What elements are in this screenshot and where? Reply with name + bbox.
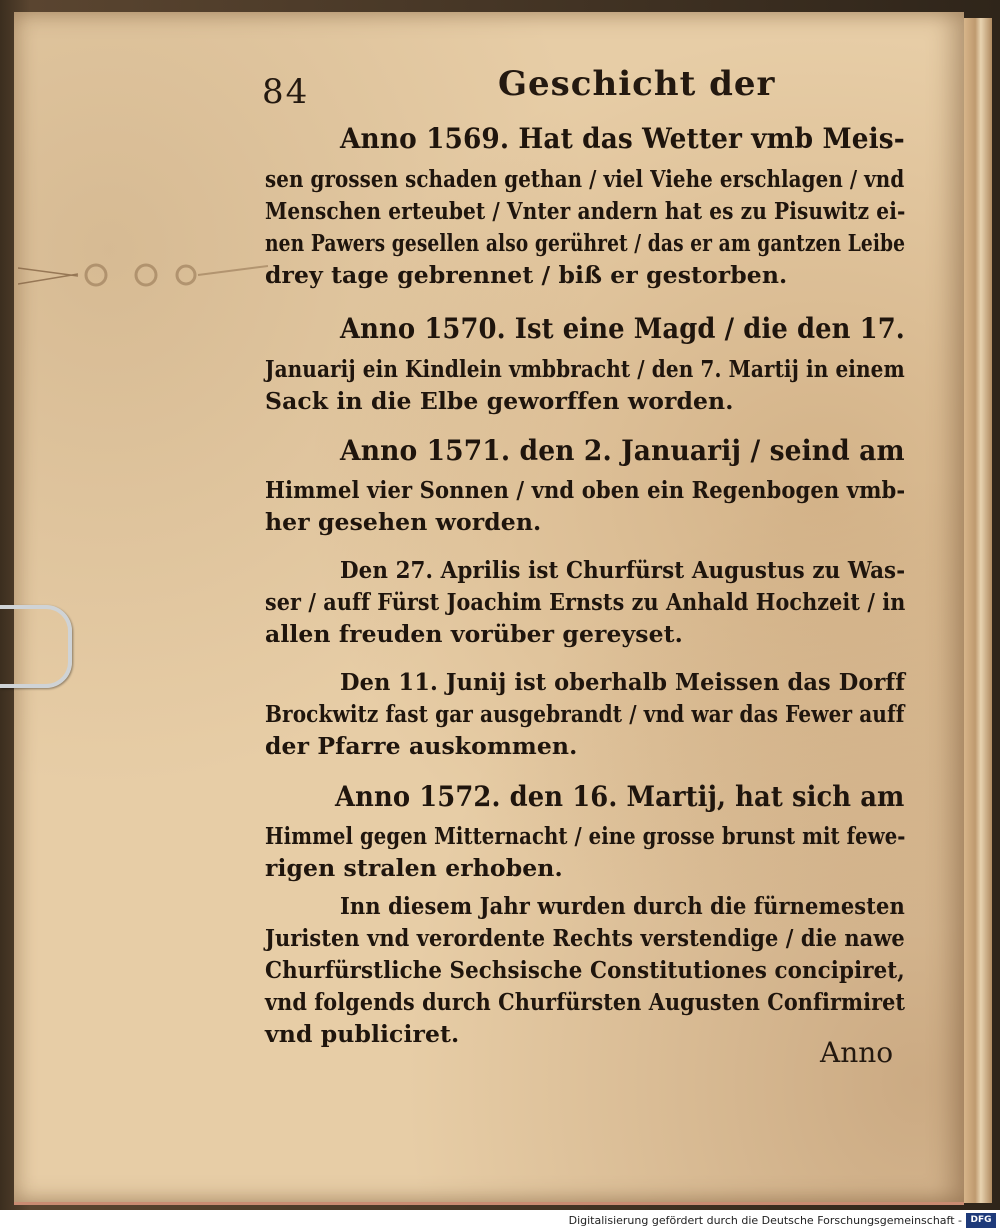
text-line: Brockwitz fast gar ausgebrandt / vnd war das Fewer auff bbox=[265, 700, 905, 728]
text-line: der Pfarre auskommen. bbox=[265, 732, 578, 760]
text-line: Himmel vier Sonnen / vnd oben ein Regenbogen vmb- bbox=[265, 476, 906, 504]
catchword: Anno bbox=[820, 1036, 894, 1069]
text-line: Himmel gegen Mitternacht / eine grosse brunst mit fewe- bbox=[265, 822, 906, 850]
text-line: ser / auff Fürst Joachim Ernsts zu Anhald Hochzeit / in bbox=[265, 588, 906, 616]
text-line: allen freuden vorüber gereyset. bbox=[265, 620, 683, 648]
text-line: sen grossen schaden gethan / viel Viehe erschlagen / vnd bbox=[265, 165, 905, 193]
dfg-logo: DFG bbox=[966, 1213, 996, 1228]
running-head: Geschicht der bbox=[498, 64, 776, 104]
page-edge bbox=[964, 18, 992, 1203]
text-line: vnd folgends durch Churfürsten Augusten Confirmiret bbox=[265, 988, 906, 1016]
text-line: Anno 1571. den 2. Januarij / seind am bbox=[340, 434, 905, 467]
text-line: Januarij ein Kindlein vmbbracht / den 7. Martij in einem bbox=[265, 355, 905, 383]
text-line: Menschen erteubet / Vnter andern hat es zu Pisuwitz ei- bbox=[265, 197, 906, 225]
text-line: vnd publiciret. bbox=[265, 1020, 460, 1048]
page-number: 84 bbox=[262, 72, 310, 112]
funding-notice: Digitalisierung gefördert durch die Deutsche Forschungsgemeinschaft - bbox=[568, 1214, 962, 1227]
text-line: Anno 1572. den 16. Martij, hat sich am bbox=[335, 780, 905, 813]
text-line: Den 27. Aprilis ist Churfürst Augustus zu Was- bbox=[340, 556, 906, 584]
text-line: Anno 1569. Hat das Wetter vmb Meis- bbox=[340, 122, 905, 155]
text-line: Anno 1570. Ist eine Magd / die den 17. bbox=[340, 312, 905, 345]
text-line: Churfürstliche Sechsische Constitutiones concipiret, bbox=[265, 956, 905, 984]
text-line: nen Pawers gesellen also gerühret / das er am gantzen Leibe bbox=[265, 229, 906, 257]
digitization-footer bbox=[0, 1210, 1000, 1232]
text-line: Juristen vnd verordente Rechts verstendige / die nawe bbox=[265, 924, 905, 952]
text-line: Inn diesem Jahr wurden durch die fürnemesten bbox=[340, 892, 905, 920]
ink-smudge bbox=[18, 258, 268, 292]
text-line: Den 11. Junij ist oberhalb Meissen das Dorff bbox=[340, 668, 905, 696]
paper-clip bbox=[0, 605, 72, 688]
text-line: Sack in die Elbe geworffen worden. bbox=[265, 387, 734, 415]
text-line: drey tage gebrennet / biß er gestorben. bbox=[265, 261, 788, 289]
text-line: her gesehen worden. bbox=[265, 508, 542, 536]
text-line: rigen stralen erhoben. bbox=[265, 854, 563, 882]
